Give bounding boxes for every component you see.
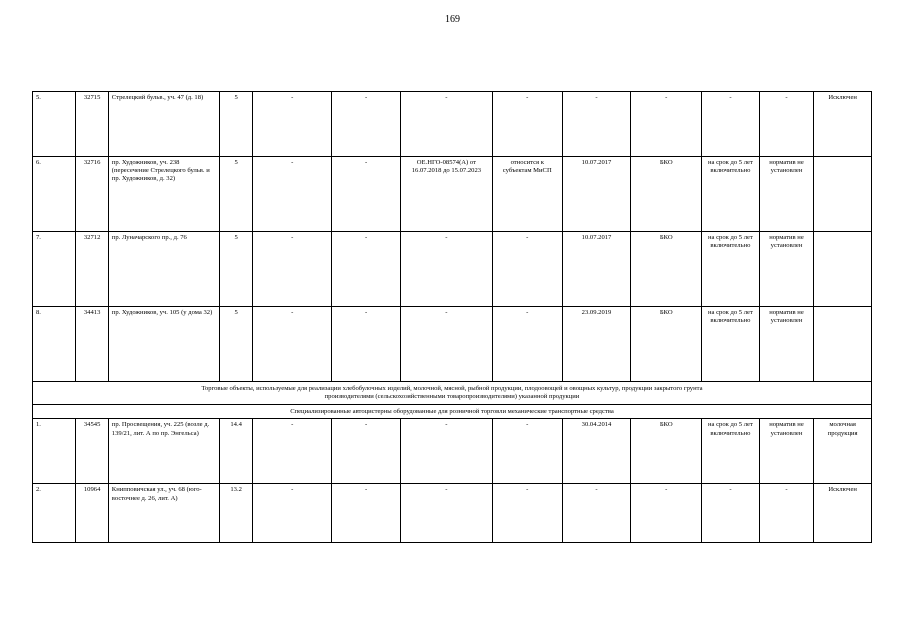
cell: БКО: [631, 419, 702, 484]
table-row: [33, 157, 872, 232]
object-area: 14.4: [219, 419, 252, 484]
cell: -: [702, 92, 760, 157]
section-title-line-1: Торговые объекты, используемые для реализации хлебобулочных изделий, молочной, мясной, рыбной продукции, плодоовощей и овощных культур, продукции закрытого грунта: [201, 385, 703, 392]
table-row: [33, 419, 872, 484]
cell: на срок до 5 лет включительно: [702, 307, 760, 382]
row-note: [814, 307, 872, 382]
cell: -: [253, 92, 332, 157]
row-number: 7.: [33, 232, 76, 307]
section-title: [33, 382, 872, 405]
cell: 23.09.2019: [562, 307, 631, 382]
cell: -: [332, 484, 401, 543]
cell: на срок до 5 лет включительно: [702, 419, 760, 484]
object-area: 13.2: [219, 484, 252, 543]
page-number: 169: [445, 14, 460, 25]
cell: на срок до 5 лет включительно: [702, 232, 760, 307]
object-code: 32715: [76, 92, 108, 157]
cell: -: [332, 232, 401, 307]
cell: -: [562, 484, 631, 543]
object-code: 32712: [76, 232, 108, 307]
table-row: [33, 484, 872, 543]
object-address: Стрелецкий бульв., уч. 47 (д. 18): [108, 92, 219, 157]
cell: -: [400, 307, 492, 382]
object-area: 5: [219, 307, 252, 382]
object-area: 5: [219, 232, 252, 307]
row-note: Исключен: [814, 92, 872, 157]
cell: -: [631, 484, 702, 543]
cell: -: [562, 92, 631, 157]
cell: -: [492, 92, 562, 157]
cell: -: [759, 484, 814, 543]
object-area: 5: [219, 92, 252, 157]
object-area: 5: [219, 157, 252, 232]
subsection-header-row: [33, 405, 872, 419]
table-row: [33, 232, 872, 307]
cell: ОЕ.НГО-08574(А) от 16.07.2018 до 15.07.2023: [400, 157, 492, 232]
object-code: 10964: [76, 484, 108, 543]
object-code: 34545: [76, 419, 108, 484]
row-number: 2.: [33, 484, 76, 543]
cell: -: [332, 92, 401, 157]
object-address: Книпповичская ул., уч. 68 (юго-восточнее д. 26, лит. А): [108, 484, 219, 543]
cell: 10.07.2017: [562, 232, 631, 307]
cell: -: [332, 419, 401, 484]
section-title-line-2: производителями (сельскохозяйственными товаропроизводителями) указанной продукции: [324, 393, 580, 401]
row-note: Исключен: [814, 484, 872, 543]
row-number: 5.: [33, 92, 76, 157]
cell: норматив не установлен: [759, 307, 814, 382]
cell: норматив не установлен: [759, 157, 814, 232]
table-row: [33, 92, 872, 157]
cell: -: [400, 232, 492, 307]
object-address: пр. Художников, уч. 105 (у дома 32): [108, 307, 219, 382]
cell: БКО: [631, 232, 702, 307]
object-code: 32716: [76, 157, 108, 232]
cell: -: [759, 92, 814, 157]
table-row: [33, 307, 872, 382]
cell: -: [400, 92, 492, 157]
cell: БКО: [631, 157, 702, 232]
register-table: [32, 91, 872, 543]
cell: -: [400, 484, 492, 543]
cell: -: [631, 92, 702, 157]
object-code: 34413: [76, 307, 108, 382]
cell: -: [253, 307, 332, 382]
cell: норматив не установлен: [759, 232, 814, 307]
cell: -: [492, 484, 562, 543]
cell: 30.04.2014: [562, 419, 631, 484]
cell: -: [492, 232, 562, 307]
cell: -: [253, 484, 332, 543]
cell: -: [332, 307, 401, 382]
row-note: [814, 157, 872, 232]
row-note: [814, 232, 872, 307]
cell: БКО: [631, 307, 702, 382]
section-header-row: [33, 382, 872, 405]
row-number: 8.: [33, 307, 76, 382]
cell: -: [332, 157, 401, 232]
object-address: пр. Художников, уч. 238 (пересечение Стрелецкого бульв. и пр. Художников, д. 32): [108, 157, 219, 232]
cell: норматив не установлен: [759, 419, 814, 484]
cell: -: [492, 419, 562, 484]
subsection-title: Специализированные автоцистерны оборудованные для розничной торговли механические транспортные средства: [33, 405, 872, 419]
cell: на срок до 5 лет включительно: [702, 157, 760, 232]
cell: -: [702, 484, 760, 543]
cell: -: [253, 419, 332, 484]
row-note: молочная продукция: [814, 419, 872, 484]
cell: -: [253, 232, 332, 307]
cell: -: [253, 157, 332, 232]
cell: -: [492, 307, 562, 382]
row-number: 1.: [33, 419, 76, 484]
row-number: 6.: [33, 157, 76, 232]
cell: относится к субъектам МиСП: [492, 157, 562, 232]
object-address: пр. Луначарского пр., д. 76: [108, 232, 219, 307]
cell: 10.07.2017: [562, 157, 631, 232]
cell: -: [400, 419, 492, 484]
object-address: пр. Просвещения, уч. 225 (возле д. 139/21, лит. А по пр. Энгельса): [108, 419, 219, 484]
